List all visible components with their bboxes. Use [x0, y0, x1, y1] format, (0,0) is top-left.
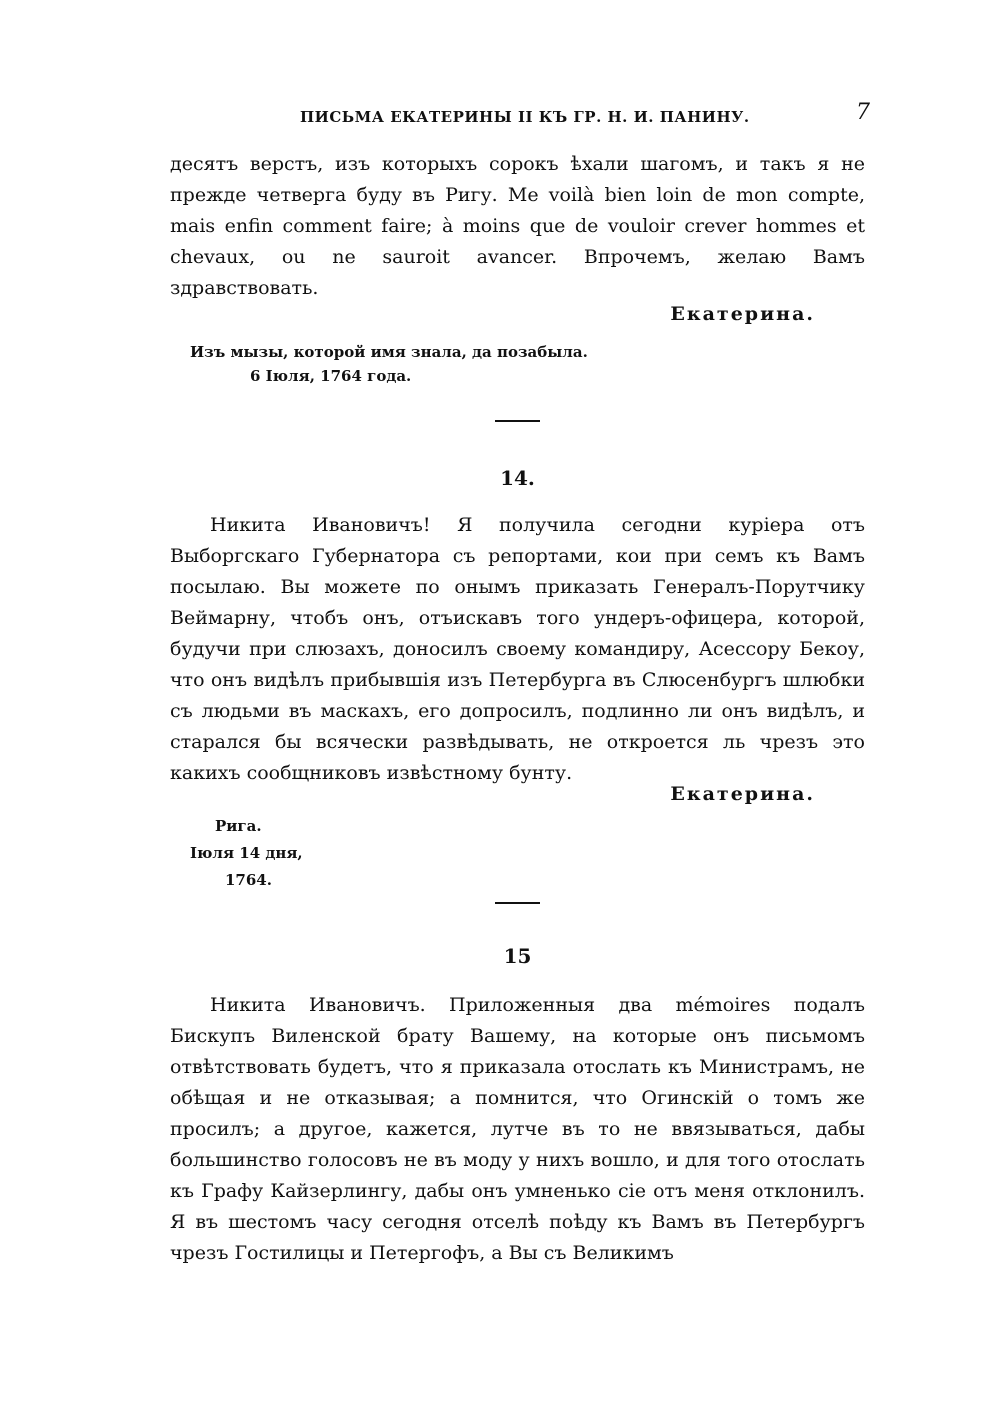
letter-13-signature: Екатерина. [670, 303, 815, 325]
section-divider [495, 420, 540, 422]
letter-15-body: Никита Ивановичъ. Приложенныя два mémoires подалъ Бискупъ Виленской брату Вашему, на которые онъ письмомъ отвѣтствовать будетъ, что я приказала отослать къ Министрамъ, не обѣщая и не отказывая; а помнится, что Огинскій о томъ же просилъ; а другое, кажется, лутче въ то не ввязываться, дабы большинство голосовъ не въ моду у нихъ вошло, и для того отослать къ Графу Кайзерлингу, дабы онъ умненько сіе отъ меня отклонилъ. Я въ шестомъ часу сегодня отселѣ поѣду къ Вамъ въ Петербургъ чрезъ Гостилицы и Петергофъ, а Вы съ Великимъ [170, 994, 865, 1264]
letter-14-number: 14. [500, 466, 535, 490]
letter-15-number: 15 [503, 944, 532, 968]
page-number: 7 [856, 100, 870, 125]
letter-13-date: 6 Іюля, 1764 года. [250, 367, 412, 385]
section-divider [495, 902, 540, 904]
letter-13-place: Изъ мызы, которой имя знала, да позабыла. [190, 343, 588, 361]
letter-14-date: Іюля 14 дня, [190, 844, 303, 862]
letter-13-dateline [190, 340, 588, 388]
letter-14-year: 1764. [225, 871, 272, 889]
letter-14-place: Рига. [215, 817, 262, 835]
running-title: ПИСЬМА ЕКАТЕРИНЫ II КЪ ГР. Н. И. ПАНИНУ. [300, 108, 750, 126]
running-head [170, 100, 870, 130]
letter-14-dateline [190, 813, 303, 894]
letter-13-body: десятъ верстъ, изъ которыхъ сорокъ ѣхали шагомъ, и такъ я не прежде четверга буду въ Ригу. Me voilà bien loin de mon compte, mais enfin comment faire; à moins que de vouloir crever hommes et chevaux, ou ne sauroit avancer. Впрочемъ, желаю Вамъ здравствовать. [170, 153, 865, 299]
letter-14-body: Никита Ивановичъ! Я получила сегодни куріера отъ Выборгскаго Губернатора съ репортами, кои при семъ къ Вамъ посылаю. Вы можете по онымъ приказать Генералъ-Порутчику Веймарну, чтобъ онъ, отъискавъ того ундеръ-офицера, которой, будучи при слюзахъ, доносилъ своему командиру, Асессору Бекоу, что онъ видѣлъ прибывшія изъ Петербурга въ Слюсенбургъ шлюбки съ людьми въ маскахъ, его допросилъ, подлинно ли онъ видѣлъ, и старался бы всячески развѣдывать, не откроется ль чрезъ это какихъ сообщниковъ извѣстному бунту. [170, 514, 865, 784]
letter-14-signature: Екатерина. [670, 783, 815, 805]
